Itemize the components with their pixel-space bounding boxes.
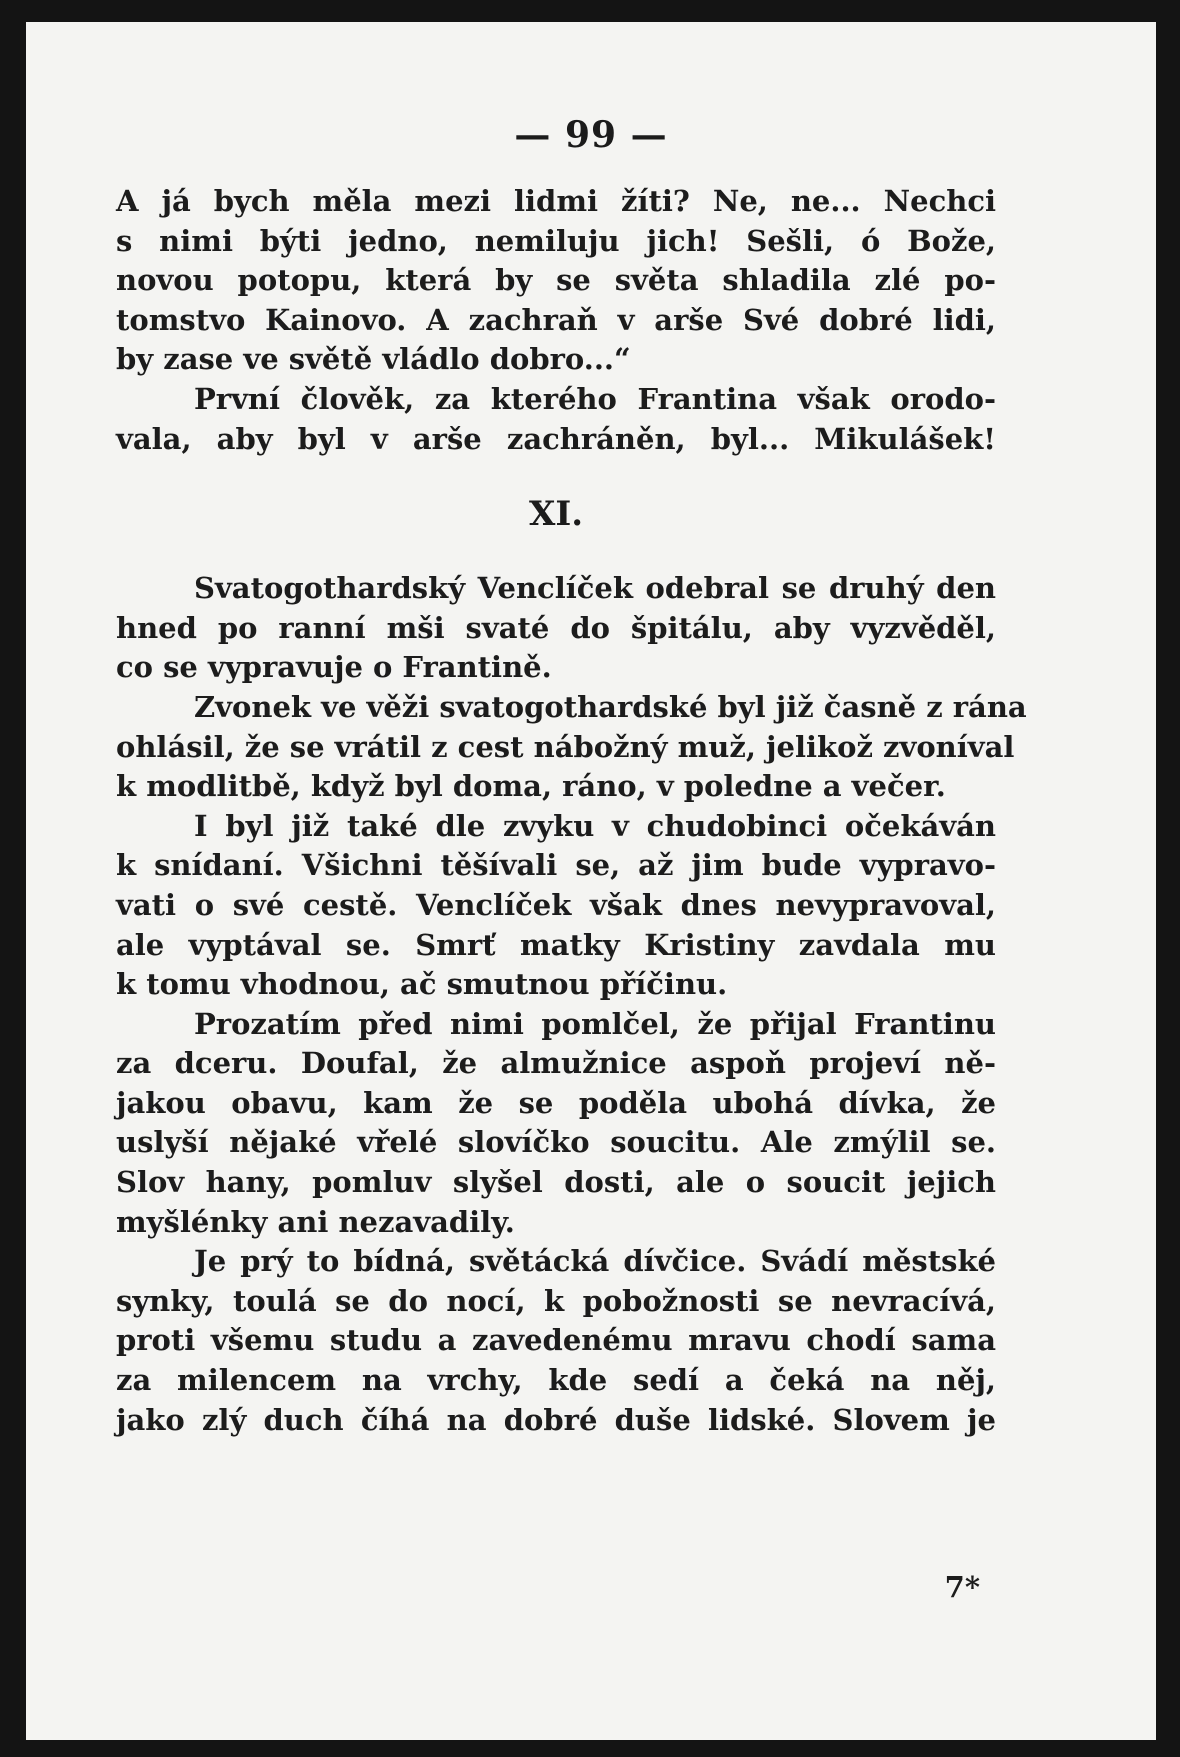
page-sheet [26,22,1156,1740]
paragraph-1 [116,182,996,380]
text-line: synky, toulá se do nocí, k pobožnosti se nevracívá, [116,1283,996,1318]
text-line: co se vypravuje o Frantině. [116,650,552,685]
paragraph-3 [116,569,996,688]
page-number: — 99 — [514,114,668,156]
text-line: novou potopu, která by se světa shladila zlé po- [116,263,996,298]
text-line: Slov hany, pomluv slyšel dosti, ale o soucit jejich [116,1165,996,1200]
text-line: První člověk, za kterého Frantina však orodo- [194,381,996,416]
text-line: hned po ranní mši svaté do špitálu, aby vyzvěděl, [116,610,996,645]
text-line: za dceru. Doufal, že almužnice aspoň projeví ně- [116,1046,996,1081]
text-line: s nimi býti jedno, nemiluju jich! Sešli, ó Bože, [116,223,996,258]
text-line: jako zlý duch číhá na dobré duše lidské. Slovem je [116,1402,996,1437]
text-line: ale vyptával se. Smrť matky Kristiny zavdala mu [116,927,996,962]
chapter-heading: XI. [528,494,584,535]
text-line: Je prý to bídná, světácká dívčice. Svádí městské [194,1244,996,1279]
text-line: myšlénky ani nezavadily. [116,1204,515,1239]
text-line: A já bych měla mezi lidmi žíti? Ne, ne... Nechci [116,184,996,218]
text-line: k tomu vhodnou, ač smutnou příčinu. [116,967,728,1002]
paragraph-6 [116,1005,996,1243]
page-text [116,182,1027,1440]
signature-mark: 7* [944,1570,980,1604]
text-line: ohlásil, že se vrátil z cest nábožný muž, jelikož zvoníval [116,729,1015,764]
text-line: proti všemu studu a zavedenému mravu chodí sama [116,1323,996,1358]
paragraph-5 [116,807,996,1005]
text-line: vala, aby byl v arše zachráněn, byl... Mikulášek! [116,421,996,456]
text-line: k modlitbě, když byl doma, ráno, v poledne a večer. [116,769,946,804]
paragraph-7 [116,1242,996,1440]
text-line: jakou obavu, kam že se poděla ubohá dívka, že [116,1085,996,1120]
text-line: k snídaní. Všichni těšívali se, až jim bude vypravo- [116,848,996,883]
text-line: Zvonek ve věži svatogothardské byl již časně z rána [194,689,1027,724]
text-line: tomstvo Kainovo. A zachraň v arše Své dobré lidi, [116,302,996,337]
text-line: Prozatím před nimi pomlčel, že přijal Frantinu [194,1006,996,1041]
paragraph-4 [116,688,1027,807]
text-line: Svatogothardský Venclíček odebral se druhý den [194,571,996,606]
text-line: by zase ve světě vládlo dobro...“ [116,342,631,377]
paragraph-2 [116,380,996,459]
text-line: uslyší nějaké vřelé slovíčko soucitu. Ale zmýlil se. [116,1125,996,1160]
text-line: I byl již také dle zvyku v chudobinci očekáván [194,808,996,843]
text-line: vati o své cestě. Venclíček však dnes nevypravoval, [116,887,996,922]
text-line: za milencem na vrchy, kde sedí a čeká na něj, [116,1363,996,1398]
